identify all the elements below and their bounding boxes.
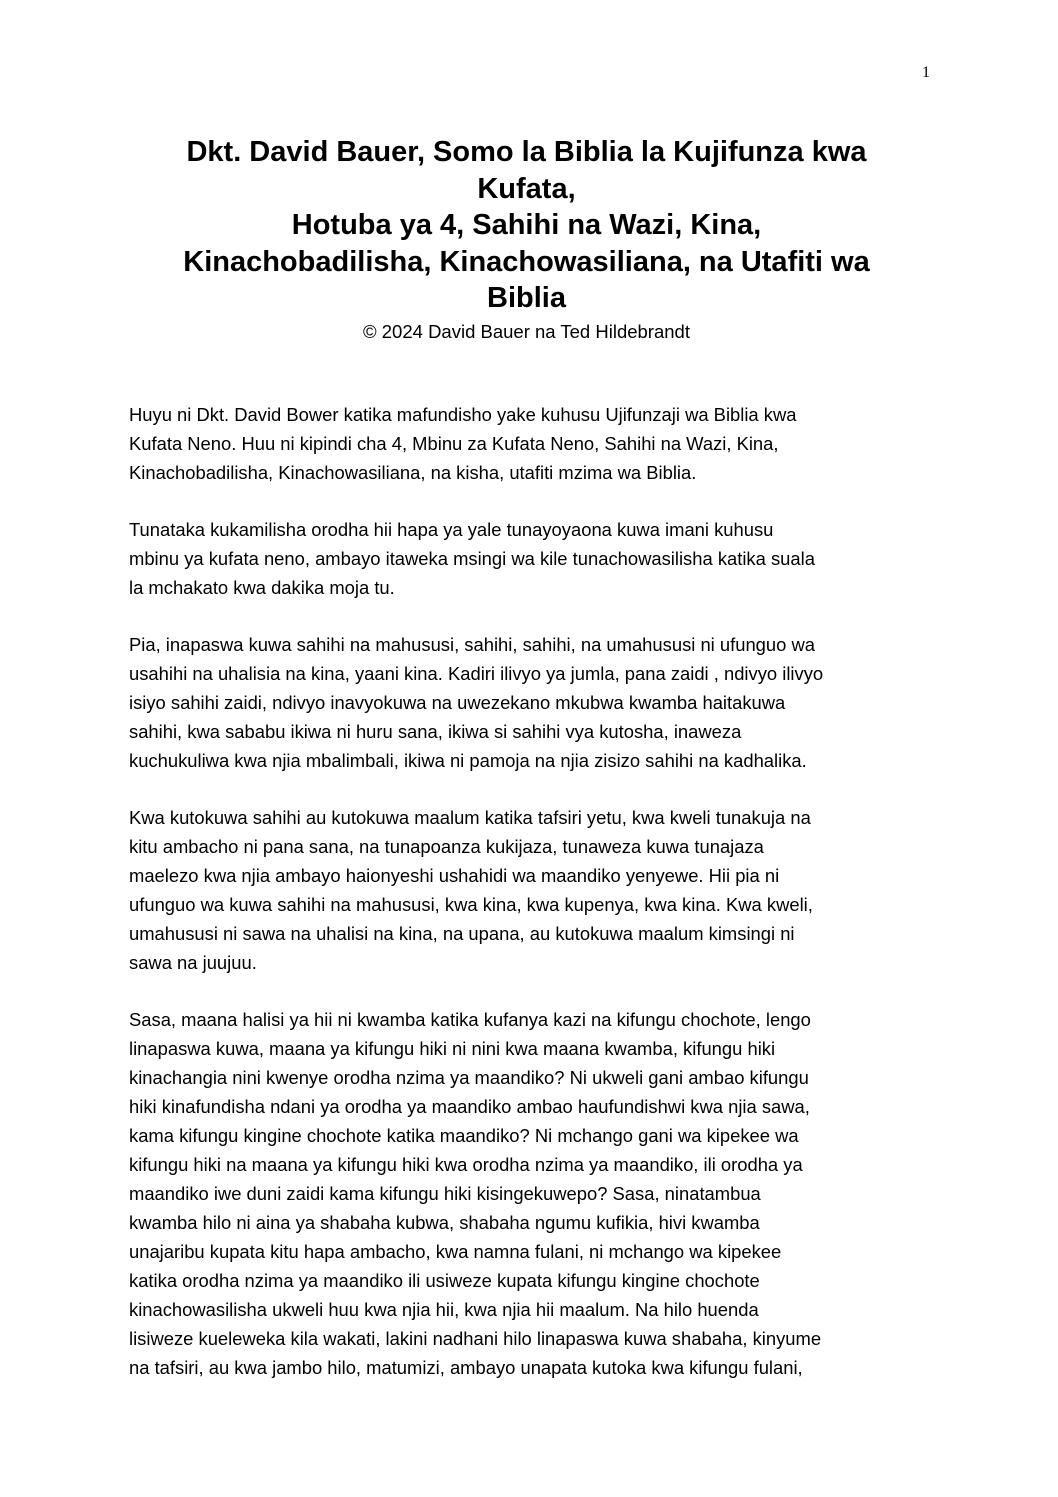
text-line: Kwa kutokuwa sahihi au kutokuwa maalum katika tafsiri yetu, kwa kweli tunakuja na xyxy=(129,807,811,828)
text-line: isiyo sahihi zaidi, ndivyo inavyokuwa na uwezekano mkubwa kwamba haitakuwa xyxy=(129,692,786,713)
text-line: mbinu ya kufata neno, ambayo itaweka msingi wa kile tunachowasilisha katika suala xyxy=(129,548,815,569)
title-line: Biblia xyxy=(487,282,566,314)
text-line: unajaribu kupata kitu hapa ambacho, kwa namna fulani, ni mchango wa kipekee xyxy=(129,1241,782,1262)
text-line: kinachowasilisha ukweli huu kwa njia hii, kwa njia hii maalum. Na hilo huenda xyxy=(129,1299,759,1320)
title-line: Kufata, xyxy=(477,172,576,205)
text-line: katika orodha nzima ya maandiko ili usiweze kupata kifungu kingine chochote xyxy=(129,1270,760,1291)
title-line: Dkt. David Bauer, Somo la Biblia la Kujifunza kwa xyxy=(186,136,867,168)
title-line: Hotuba ya 4, Sahihi na Wazi, Kina, xyxy=(291,209,762,241)
text-line: kwamba hilo ni aina ya shabaha kubwa, shabaha ngumu kufikia, hivi kwamba xyxy=(129,1212,760,1233)
text-line: ufunguo wa kuwa sahihi na mahususi, kwa kina, kwa kupenya, kwa kina. Kwa kweli, xyxy=(129,894,813,915)
text-line: kitu ambacho ni pana sana, na tunapoanza kukijaza, tunaweza kuwa tunajaza xyxy=(129,836,764,857)
paragraph xyxy=(129,630,929,775)
document-body xyxy=(129,400,929,1410)
text-line: linapaswa kuwa, maana ya kifungu hiki ni nini kwa maana kwamba, kifungu hiki xyxy=(129,1038,776,1059)
page-number: 1 xyxy=(922,64,930,81)
text-line: kuchukuliwa kwa njia mbalimbali, ikiwa ni pamoja na njia zisizo sahihi na kadhalika. xyxy=(129,750,807,771)
text-line: na tafsiri, au kwa jambo hilo, matumizi, ambayo unapata kutoka kwa kifungu fulani, xyxy=(129,1357,803,1378)
paragraph xyxy=(129,515,929,602)
paragraph xyxy=(129,803,929,977)
text-line: Sasa, maana halisi ya hii ni kwamba katika kufanya kazi na kifungu chochote, lengo xyxy=(129,1009,811,1030)
paragraph xyxy=(129,1005,929,1382)
text-line: kama kifungu kingine chochote katika maandiko? Ni mchango gani wa kipekee wa xyxy=(129,1125,799,1146)
text-line: Kinachobadilisha, Kinachowasiliana, na kisha, utafiti mzima wa Biblia. xyxy=(129,462,697,483)
text-line: Pia, inapaswa kuwa sahihi na mahususi, sahihi, sahihi, na umahususi ni ufunguo wa xyxy=(129,634,815,655)
text-line: Tunataka kukamilisha orodha hii hapa ya yale tunayoyaona kuwa imani kuhusu xyxy=(129,519,774,540)
copyright-notice: © 2024 David Bauer na Ted Hildebrandt xyxy=(363,320,690,342)
text-line: la mchakato kwa dakika moja tu. xyxy=(129,577,395,598)
text-line: Kufata Neno. Huu ni kipindi cha 4, Mbinu za Kufata Neno, Sahihi na Wazi, Kina, xyxy=(129,433,779,454)
text-line: umahususi ni sawa na uhalisi na kina, na upana, au kutokuwa maalum kimsingi ni xyxy=(129,923,795,944)
text-line: sahihi, kwa sababu ikiwa ni huru sana, ikiwa si sahihi vya kutosha, inaweza xyxy=(129,721,742,742)
text-line: maelezo kwa njia ambayo haionyeshi ushahidi wa maandiko yenyewe. Hii pia ni xyxy=(129,865,780,886)
text-line: Huyu ni Dkt. David Bower katika mafundisho yake kuhusu Ujifunzaji wa Biblia kwa xyxy=(129,404,797,425)
paragraph xyxy=(129,400,929,487)
text-line: lisiweze kueleweka kila wakati, lakini nadhani hilo linapaswa kuwa shabaha, kinyume xyxy=(129,1328,822,1349)
text-line: kinachangia nini kwenye orodha nzima ya maandiko? Ni ukweli gani ambao kifungu xyxy=(129,1067,809,1088)
title-line: Kinachobadilisha, Kinachowasiliana, na Utafiti wa xyxy=(183,245,870,278)
text-line: hiki kinafundisha ndani ya orodha ya maandiko ambao haufundishwi kwa njia sawa, xyxy=(129,1096,810,1117)
text-line: sawa na juujuu. xyxy=(129,952,257,973)
text-line: usahihi na uhalisia na kina, yaani kina. Kadiri ilivyo ya jumla, pana zaidi , ndivyo ilivyo xyxy=(129,663,824,684)
text-line: kifungu hiki na maana ya kifungu hiki kwa orodha nzima ya maandiko, ili orodha ya xyxy=(129,1154,803,1175)
document-header xyxy=(129,134,924,345)
text-line: maandiko iwe duni zaidi kama kifungu hiki kisingekuwepo? Sasa, ninatambua xyxy=(129,1183,761,1204)
